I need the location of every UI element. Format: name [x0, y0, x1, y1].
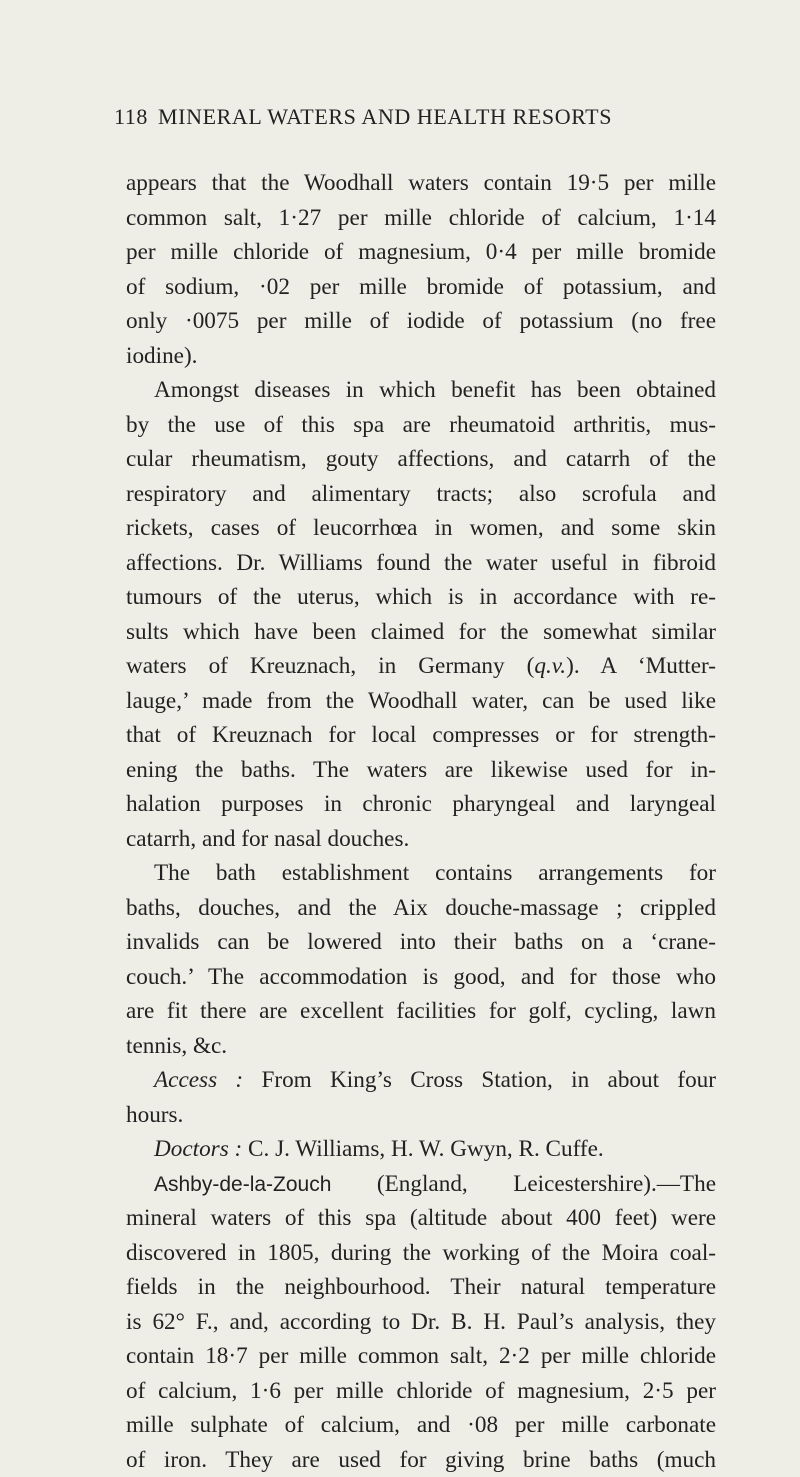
text-segment: (England, Leicestershire).—The [331, 1171, 716, 1197]
text-line: lauge,’ made from the Woodhall water, can be used like [126, 684, 716, 719]
text-line [126, 649, 716, 684]
running-head [114, 104, 714, 130]
text-line: The bath establishment contains arrangements for [126, 856, 716, 891]
text-line: affections. Dr. Williams found the water useful in fibroid [126, 546, 716, 581]
text-line: that of Kreuznach for local compresses or for strength- [126, 718, 716, 753]
text-line: appears that the Woodhall waters contain 19·5 per mille [126, 166, 716, 201]
text-segment: ). A ‘Mutter- [566, 653, 716, 679]
text-line: halation purposes in chronic pharyngeal and laryngeal [126, 787, 716, 822]
page-number: 118 [114, 104, 158, 130]
text-line: contain 18·7 per mille common salt, 2·2 per mille chloride [126, 1339, 716, 1374]
text-line: common salt, 1·27 per mille chloride of calcium, 1·14 [126, 201, 716, 236]
text-line: iodine). [126, 339, 716, 374]
text-line: respiratory and alimentary tracts; also scrofula and [126, 477, 716, 512]
text-line: discovered in 1805, during the working of the Moira coal- [126, 1236, 716, 1271]
text-segment: From King’s Cross Station, in about four [243, 1067, 716, 1093]
text-line: ening the baths. The waters are likewise used for in- [126, 753, 716, 788]
text-line: is 62° F., and, according to Dr. B. H. Paul’s analysis, they [126, 1305, 716, 1340]
text-line: only ·0075 per mille of iodide of potassium (no free [126, 304, 716, 339]
text-line: catarrh, and for nasal douches. [126, 822, 716, 857]
running-title: MINERAL WATERS AND HEALTH RESORTS [158, 104, 612, 129]
entry-heading: Ashby-de-la-Zouch [154, 1173, 331, 1196]
text-segment: waters of Kreuznach, in Germany ( [126, 653, 534, 679]
text-line: couch.’ The accommodation is good, and for those who [126, 960, 716, 995]
access-label: Access : [154, 1067, 243, 1093]
text-line: fields in the neighbourhood. Their natural temperature [126, 1270, 716, 1305]
text-line: mineral waters of this spa (altitude about 400 feet) were [126, 1201, 716, 1236]
text-line: tumours of the uterus, which is in accordance with re- [126, 580, 716, 615]
text-line: Amongst diseases in which benefit has been obtained [126, 373, 716, 408]
text-segment: C. J. Williams, H. W. Gwyn, R. Cuffe. [242, 1136, 604, 1162]
qv-reference: q.v. [534, 653, 566, 679]
text-line: of calcium, 1·6 per mille chloride of magnesium, 2·5 per [126, 1374, 716, 1409]
text-line: of iron. They are used for giving brine baths (much [126, 1443, 716, 1477]
text-line: hours. [126, 1098, 716, 1133]
text-line: of sodium, ·02 per mille bromide of potassium, and [126, 270, 716, 305]
doctors-label: Doctors : [154, 1136, 242, 1162]
text-line: rickets, cases of leucorrhœa in women, and some skin [126, 511, 716, 546]
text-line [126, 1063, 716, 1098]
text-line: mille sulphate of calcium, and ·08 per mille carbonate [126, 1408, 716, 1443]
text-line: per mille chloride of magnesium, 0·4 per mille bromide [126, 235, 716, 270]
text-line [126, 1167, 716, 1202]
text-line: are fit there are excellent facilities for golf, cycling, lawn [126, 994, 716, 1029]
text-line: sults which have been claimed for the somewhat similar [126, 615, 716, 650]
body-text [126, 166, 716, 1477]
text-line: tennis, &c. [126, 1029, 716, 1064]
text-line: cular rheumatism, gouty affections, and catarrh of the [126, 442, 716, 477]
text-line: invalids can be lowered into their baths on a ‘crane- [126, 925, 716, 960]
text-line: baths, douches, and the Aix douche-massage ; crippled [126, 891, 716, 926]
text-line [126, 1132, 716, 1167]
text-line: by the use of this spa are rheumatoid arthritis, mus- [126, 408, 716, 443]
